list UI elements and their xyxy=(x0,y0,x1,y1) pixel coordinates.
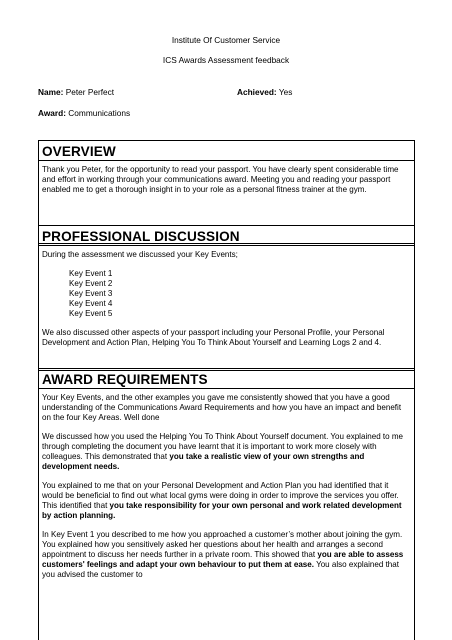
overview-body xyxy=(39,160,414,197)
requirements-paragraph-2 xyxy=(42,432,411,472)
discussion-body xyxy=(39,245,414,350)
name-label: Name: xyxy=(38,87,64,97)
requirements-body xyxy=(39,388,414,582)
key-event-item: Key Event 1 xyxy=(69,269,113,278)
achieved-field xyxy=(237,87,292,97)
requirements-paragraph-4 xyxy=(42,530,411,580)
institute-heading: Institute Of Customer Service xyxy=(171,35,281,45)
key-event-item: Key Event 4 xyxy=(69,299,113,308)
paragraph-4-tail: You also explained that you advised the customer to xyxy=(42,560,399,579)
key-event-item: Key Event 2 xyxy=(69,279,113,288)
key-events-list xyxy=(69,269,411,319)
name-value: Peter Perfect xyxy=(65,87,115,97)
discussion-title: PROFESSIONAL DISCUSSION xyxy=(42,229,240,244)
discussion-section xyxy=(38,225,415,371)
paragraph-2-highlight: you take a realistic view of your own strengths and development needs. xyxy=(42,452,365,471)
award-value: Communications xyxy=(68,108,131,118)
requirements-section xyxy=(38,368,415,640)
discussion-intro: During the assessment we discussed your Key Events; xyxy=(42,250,238,259)
name-field xyxy=(38,87,114,97)
paragraph-3-highlight: you take responsibility for your own personal and work related development by action planning. xyxy=(42,501,402,520)
achieved-label: Achieved: xyxy=(237,87,277,97)
paragraph-3-text: You explained to me that on your Personal Development and Action Plan you had identified that it would be beneficial to find out what local gyms were doing in order to improve the services you offer. This identified that xyxy=(42,481,399,510)
discussion-closing: We also discussed other aspects of your passport including your Personal Profile, your Personal Development and Action Plan, Helping You To Think About Yourself and Learning Logs 2 and 4. xyxy=(42,328,385,347)
award-label: Award: xyxy=(38,108,66,118)
paragraph-4-highlight: you are able to assess customers' feelings and adapt your own behaviour to put them at ease. xyxy=(42,550,404,569)
paragraph-2-text: We discussed how you used the Helping You To Think About Yourself document. You explained to me through completing the document you have learnt that it is important to work more closely with colleagues. This demonstrated that xyxy=(42,432,404,461)
overview-text: Thank you Peter, for the opportunity to read your passport. You have clearly spent considerable time and effort in working through your communications award. Meeting you and reading your passport enabled me to get a thorough insight in to your role as a personal fitness trainer at the gym. xyxy=(42,165,399,194)
award-field xyxy=(38,108,130,118)
document-subtitle: ICS Awards Assessment feedback xyxy=(162,55,290,65)
requirements-title: AWARD REQUIREMENTS xyxy=(42,372,208,387)
key-event-item: Key Event 3 xyxy=(69,289,113,298)
overview-title: OVERVIEW xyxy=(42,144,116,159)
requirements-paragraph-1: Your Key Events, and the other examples you gave me consistently showed that you have a good understanding of the Communications Award Requirements and how you have an impact and benefit on the four Key Areas. Well done xyxy=(42,393,402,422)
achieved-value: Yes xyxy=(278,87,293,97)
key-event-item: Key Event 5 xyxy=(69,309,113,318)
paragraph-4-text: In Key Event 1 you described to me how you approached a customer’s mother about joining the gym. You explained how you sensitively asked her questions about her health and arranges a second appointment to discuss her needs further in a private room. This showed that xyxy=(42,530,403,559)
requirements-paragraph-3 xyxy=(42,481,411,521)
